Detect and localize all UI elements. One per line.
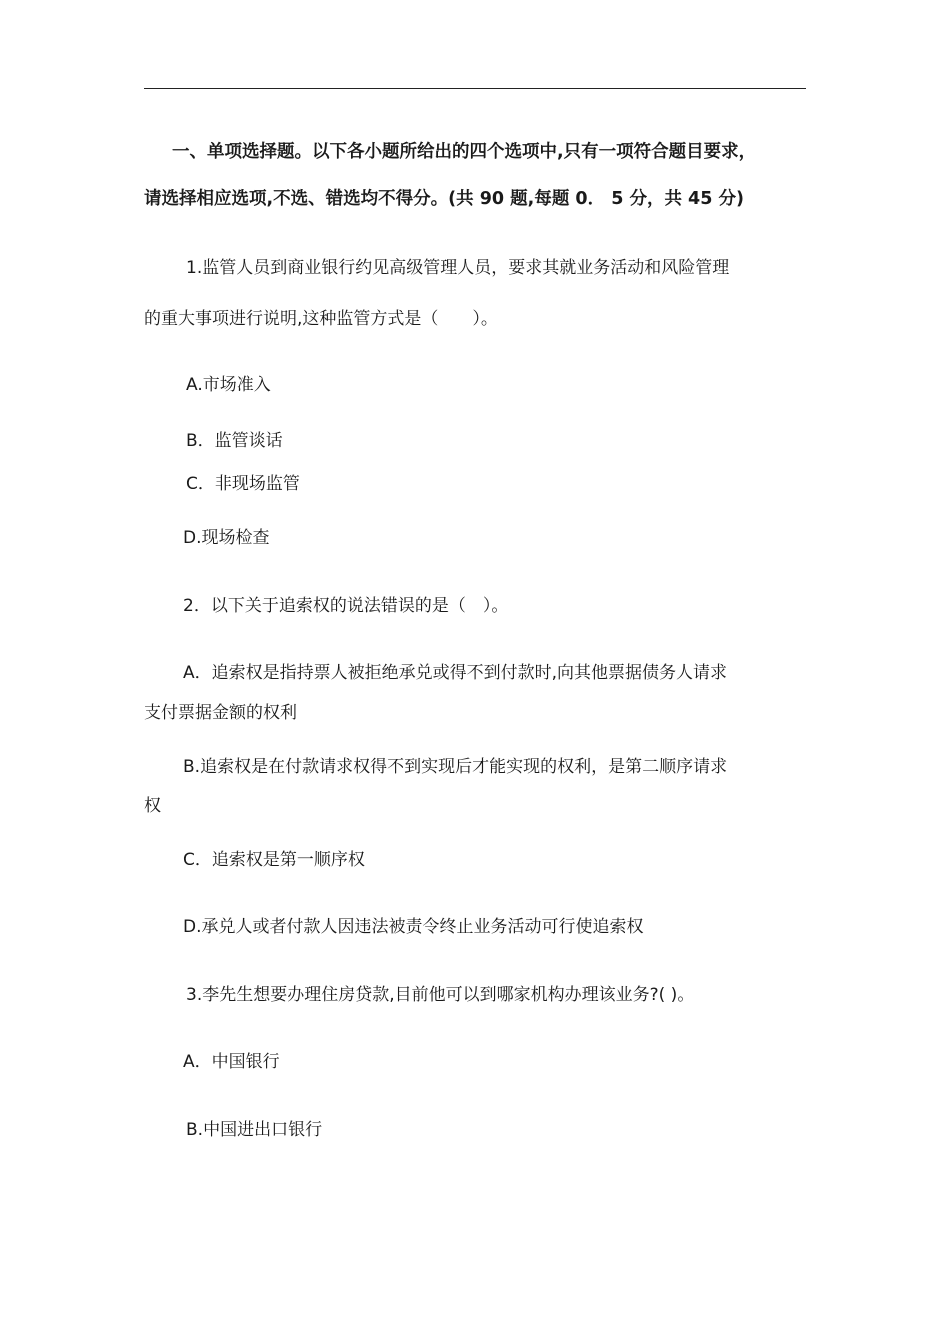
- question-1-option-b: B．监管谈话: [186, 431, 283, 451]
- header-rule: [144, 88, 806, 89]
- question-2-option-d: D.承兑人或者付款人因违法被责令终止业务活动可行使追索权: [183, 917, 644, 937]
- question-1-stem-line-1: 1.监管人员到商业银行约见高级管理人员，要求其就业务活动和风险管理: [186, 258, 730, 278]
- question-2-option-b-line-1: B.追索权是在付款请求权得不到实现后才能实现的权利，是第二顺序请求: [183, 757, 728, 777]
- question-3-option-a: A．中国银行: [183, 1052, 280, 1072]
- question-2-option-a-line-2: 支付票据金额的权利: [144, 703, 297, 723]
- question-1-option-a: A.市场准入: [186, 375, 271, 395]
- section-heading-line-1: 一、单项选择题。以下各小题所给出的四个选项中,只有一项符合题目要求，: [172, 142, 757, 162]
- question-1-stem-line-2: 的重大事项进行说明,这种监管方式是（ ）。: [144, 309, 498, 329]
- question-1-option-d: D.现场检查: [183, 528, 270, 548]
- question-2-option-c: C．追索权是第一顺序权: [183, 850, 365, 870]
- question-2-option-b-line-2: 权: [144, 796, 161, 816]
- question-3-stem: 3.李先生想要办理住房贷款,目前他可以到哪家机构办理该业务?( )。: [186, 985, 695, 1005]
- section-heading-line-2: 请选择相应选项,不选、错选均不得分。(共 90 题,每题 0． 5 分，共 45 分): [144, 189, 744, 209]
- question-2-option-a-line-1: A．追索权是指持票人被拒绝承兑或得不到付款时,向其他票据债务人请求: [183, 663, 728, 683]
- question-2-stem: 2．以下关于追索权的说法错误的是（ ）。: [183, 596, 509, 616]
- question-1-option-c: C．非现场监管: [186, 474, 300, 494]
- question-3-option-b: B.中国进出口银行: [186, 1120, 323, 1140]
